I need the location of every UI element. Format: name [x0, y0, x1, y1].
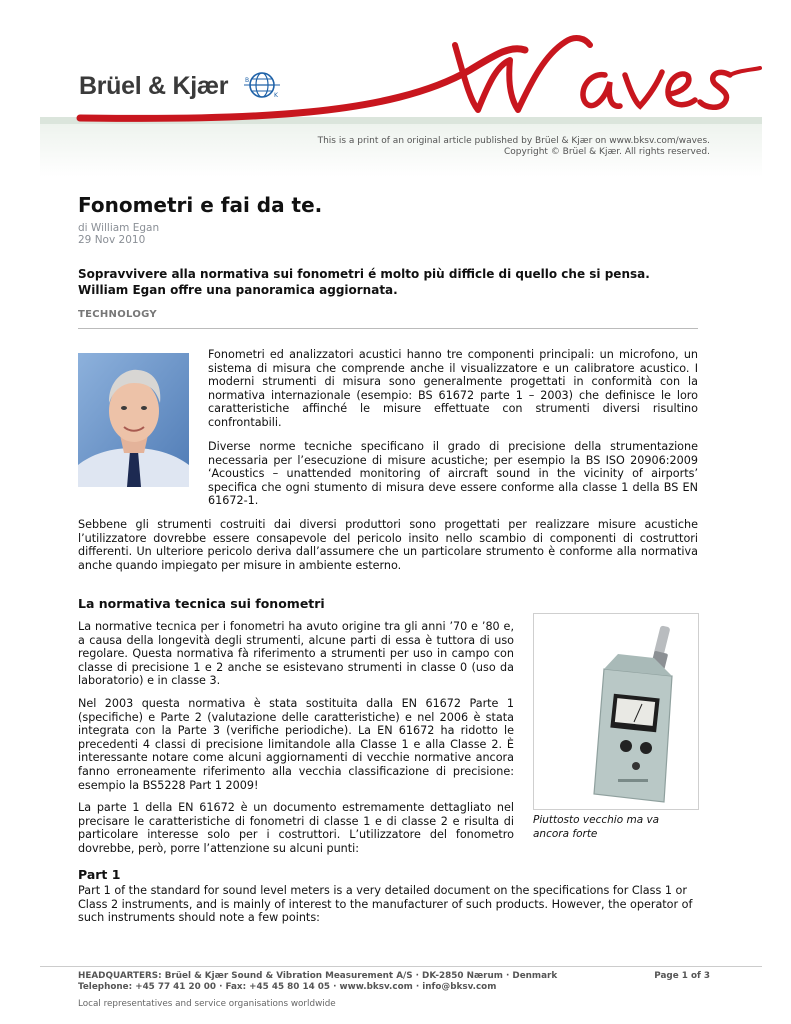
print-notice-line1: This is a print of an original article published by Brüel & Kjær on www.bksv.com/waves. [317, 136, 710, 146]
footer-hq-line2: Telephone: +45 77 41 20 00 · Fax: +45 45 80 14 05 · www.bksv.com · info@bksv.com [78, 982, 497, 992]
page-number: Page 1 of 3 [654, 971, 710, 981]
section-heading: La normativa tecnica sui fonometri [78, 596, 325, 611]
print-notice [190, 136, 710, 158]
section-paragraph-1: La normative tecnica per i fonometri ha avuto origine tra gli anni ’70 e ’80 e, a causa della longevità degli strumenti, alcune parti di essa è tuttora di uso regolare. Questa normativa fà riferimento a strumenti per uso in campo con classe di precisione 1 e 2 anche se esistevano strumenti in classe 0 (uso da laboratorio) e in classe 3. [78, 620, 514, 688]
article-title: Fonometri e fai da te. [78, 193, 323, 217]
sound-level-meter-image [533, 613, 699, 810]
section-paragraph-2: Nel 2003 questa normativa è stata sostituita dalla EN 61672 Parte 1 (specifiche) e Parte 2 (valutazione delle caratteristiche) e nel 2006 è stata integrata con la Parte 3 (verifiche periodiche). La EN 61672 ha ridotto le precedenti 4 classi di precisione limitandole alla Classe 1 e alla Classe 2. È interessante notare come alcuni aggiornamenti di vecchie normative ancora fanno erroneamente riferimento alla vecchia classificazione di precisione: esempio la BS5228 Part 1 2009! [78, 697, 514, 792]
intro-paragraph-2: Diverse norme tecniche specificano il grado di precisione della strumentazione necessaria per l’esecuzione di misure acustiche; per esempio la BS ISO 20906:2009 ‘Acoustics – unattended monitoring of aircraft sound in the vicinity of airports’ specifica che ogni stumento di misura deve essere conforme alla classe 1 della BS EN 61672-1. [208, 440, 698, 508]
article-lead [78, 266, 698, 298]
footer-divider [40, 966, 762, 967]
print-notice-line2: Copyright © Brüel & Kjær. All rights reserved. [503, 147, 710, 157]
author-byline: di William Egan [78, 222, 160, 234]
logo-letter-b: B [245, 77, 250, 84]
part1-paragraph: Part 1 of the standard for sound level meters is a very detailed document on the specifications for Class 1 or Class 2 instruments, and is mainly of interest to the manufacturer of such products. However, the operator of such instruments should note a few points: [78, 884, 693, 925]
footer-local-representatives: Local representatives and service organisations worldwide [78, 999, 336, 1009]
category-tag[interactable]: TECHNOLOGY [78, 309, 157, 320]
intro-paragraph-1: Fonometri ed analizzatori acustici hanno tre componenti principali: un microfono, un sistema di misura che comprende anche il visualizzatore e un calibratore acustico. I moderni strumenti di misura sono generalmente progettati in conformità con la normativa internazionale (esempio: BS 61672 parte 1 – 2003) che definisce le loro caratteristiche affinché le misure effettuate con strumenti diversi risultino confrontabili. [208, 348, 698, 429]
author-photo [78, 353, 189, 487]
divider [78, 328, 698, 329]
brand-wordmark: Brüel & Kjær [79, 72, 229, 100]
figure-caption [533, 814, 697, 841]
globe-logo-icon [244, 71, 280, 99]
lead-line1: Sopravvivere alla normativa sui fonometri é molto più difficle di quello che si pensa. [78, 267, 650, 281]
figure-caption-line1: Piuttosto vecchio ma va [533, 814, 660, 826]
publish-date: 29 Nov 2010 [78, 234, 146, 246]
figure-caption-line2: ancora forte [533, 827, 598, 840]
footer-headquarters [78, 971, 557, 993]
logo-letter-k: K [274, 92, 278, 99]
intro-paragraph-3: Sebbene gli strumenti costruiti dai diversi produttori sono progettati per realizzare misure acustiche l’utilizzatore dovrebbe essere consapevole del pericolo insito nello scambio di componenti di costruttori differenti. Un ulteriore pericolo deriva dall’assumere che un particolare strumento è conforme alla normativa anche quando impiegato per misure in ambiente esterno. [78, 518, 698, 572]
footer-hq-line1: HEADQUARTERS: Brüel & Kjær Sound & Vibration Measurement A/S · DK-2850 Nærum · Denmark [78, 971, 558, 981]
lead-line2: William Egan offre una panoramica aggiornata. [78, 283, 398, 297]
part1-heading: Part 1 [78, 867, 121, 882]
section-paragraph-3: La parte 1 della EN 61672 è un documento estremamente dettagliato nel precisare le caratteristiche di fonometri di classe 1 e di classe 2 e risulta di particolare interesse solo per i costruttori. L’utilizzatore del fonometro dovrebbe, però, porre l’attenzione su alcuni punti: [78, 801, 514, 855]
